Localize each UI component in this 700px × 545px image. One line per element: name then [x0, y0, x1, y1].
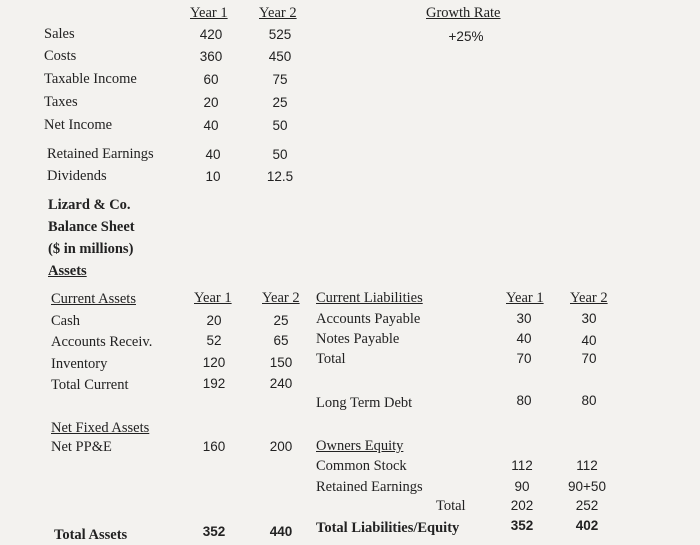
- row-label: Notes Payable: [316, 331, 400, 347]
- cell-year2: 440: [269, 524, 293, 539]
- cell-year2: 70: [581, 351, 597, 366]
- row-label: Retained Earnings: [47, 146, 154, 162]
- cell-year2: 90+50: [568, 479, 606, 494]
- cell-year1: 352: [202, 524, 226, 539]
- row-label: Accounts Payable: [316, 311, 421, 327]
- cell-year1: 160: [202, 439, 226, 454]
- cell-year2: 65: [273, 333, 289, 348]
- row-label: Costs: [44, 48, 77, 64]
- row-label: Net Income: [44, 117, 113, 133]
- cell-year1: 420: [199, 27, 223, 42]
- growth-rate-value: +25%: [448, 29, 484, 44]
- total-assets-label: Total Assets: [54, 527, 128, 543]
- liab-year2-header: Year 2: [570, 290, 608, 306]
- cell-year2: 25: [272, 95, 288, 110]
- row-label: Common Stock: [316, 458, 407, 474]
- cell-year1: 30: [516, 311, 532, 326]
- cell-year1: 192: [202, 376, 226, 391]
- row-label: Long Term Debt: [316, 395, 413, 411]
- cell-year2: 30: [581, 311, 597, 326]
- cell-year1: 80: [516, 393, 532, 408]
- row-label: Cash: [51, 313, 80, 329]
- row-label: Taxable Income: [44, 71, 137, 87]
- cell-year1: 52: [206, 333, 222, 348]
- row-label: Inventory: [51, 356, 108, 372]
- cell-year2: 252: [575, 498, 599, 513]
- cell-year2: 402: [575, 518, 599, 533]
- growth-rate-header: Growth Rate: [426, 5, 501, 21]
- cell-year2: 75: [272, 72, 288, 87]
- assets-year1-header: Year 1: [194, 290, 232, 306]
- cell-year2: 200: [269, 439, 293, 454]
- row-label: Dividends: [47, 168, 107, 184]
- cell-year2: 525: [268, 27, 292, 42]
- cell-year1: 120: [202, 355, 226, 370]
- cell-year1: 20: [203, 95, 219, 110]
- cell-year1: 40: [205, 147, 221, 162]
- row-label: Sales: [44, 26, 75, 42]
- cell-year1: 202: [510, 498, 534, 513]
- statement-title: Balance Sheet: [48, 219, 135, 235]
- total-liabilities-equity-label: Total Liabilities/Equity: [316, 520, 460, 536]
- cell-year2: 240: [269, 376, 293, 391]
- cell-year1: 112: [511, 458, 533, 473]
- cell-year2: 80: [581, 393, 597, 408]
- row-label: Taxes: [44, 94, 78, 110]
- liab-year1-header: Year 1: [506, 290, 544, 306]
- cell-year1: 60: [203, 72, 219, 87]
- row-label: Total: [316, 351, 346, 367]
- current-liabilities-header: Current Liabilities: [316, 290, 423, 306]
- cell-year1: 20: [206, 313, 222, 328]
- cell-year1: 360: [199, 49, 223, 64]
- row-label: Retained Earnings: [316, 479, 423, 495]
- cell-year1: 352: [510, 518, 534, 533]
- cell-year1: 10: [205, 169, 221, 184]
- cell-year1: 40: [203, 118, 219, 133]
- income-year2-header: Year 2: [259, 5, 297, 21]
- cell-year2: 50: [272, 147, 288, 162]
- cell-year2: 40: [581, 333, 597, 348]
- owners-equity-header: Owners Equity: [316, 438, 404, 454]
- cell-year2: 25: [273, 313, 289, 328]
- income-year1-header: Year 1: [190, 5, 228, 21]
- net-fixed-assets-header: Net Fixed Assets: [51, 420, 150, 436]
- company-name: Lizard & Co.: [48, 197, 131, 213]
- cell-year2: 50: [272, 118, 288, 133]
- row-label: Accounts Receiv.: [51, 334, 153, 350]
- current-assets-header: Current Assets: [51, 291, 136, 307]
- equity-total-label: Total: [436, 498, 466, 514]
- row-label: Total Current: [51, 377, 129, 393]
- cell-year2: 150: [269, 355, 293, 370]
- cell-year2: 450: [268, 49, 292, 64]
- cell-year2: 112: [576, 458, 598, 473]
- cell-year1: 40: [516, 331, 532, 346]
- cell-year1: 70: [516, 351, 532, 366]
- cell-year2: 12.5: [266, 169, 294, 184]
- assets-header: Assets: [48, 263, 87, 279]
- cell-year1: 90: [514, 479, 530, 494]
- units-note: ($ in millions): [48, 241, 134, 257]
- row-label: Net PP&E: [51, 439, 112, 455]
- assets-year2-header: Year 2: [262, 290, 300, 306]
